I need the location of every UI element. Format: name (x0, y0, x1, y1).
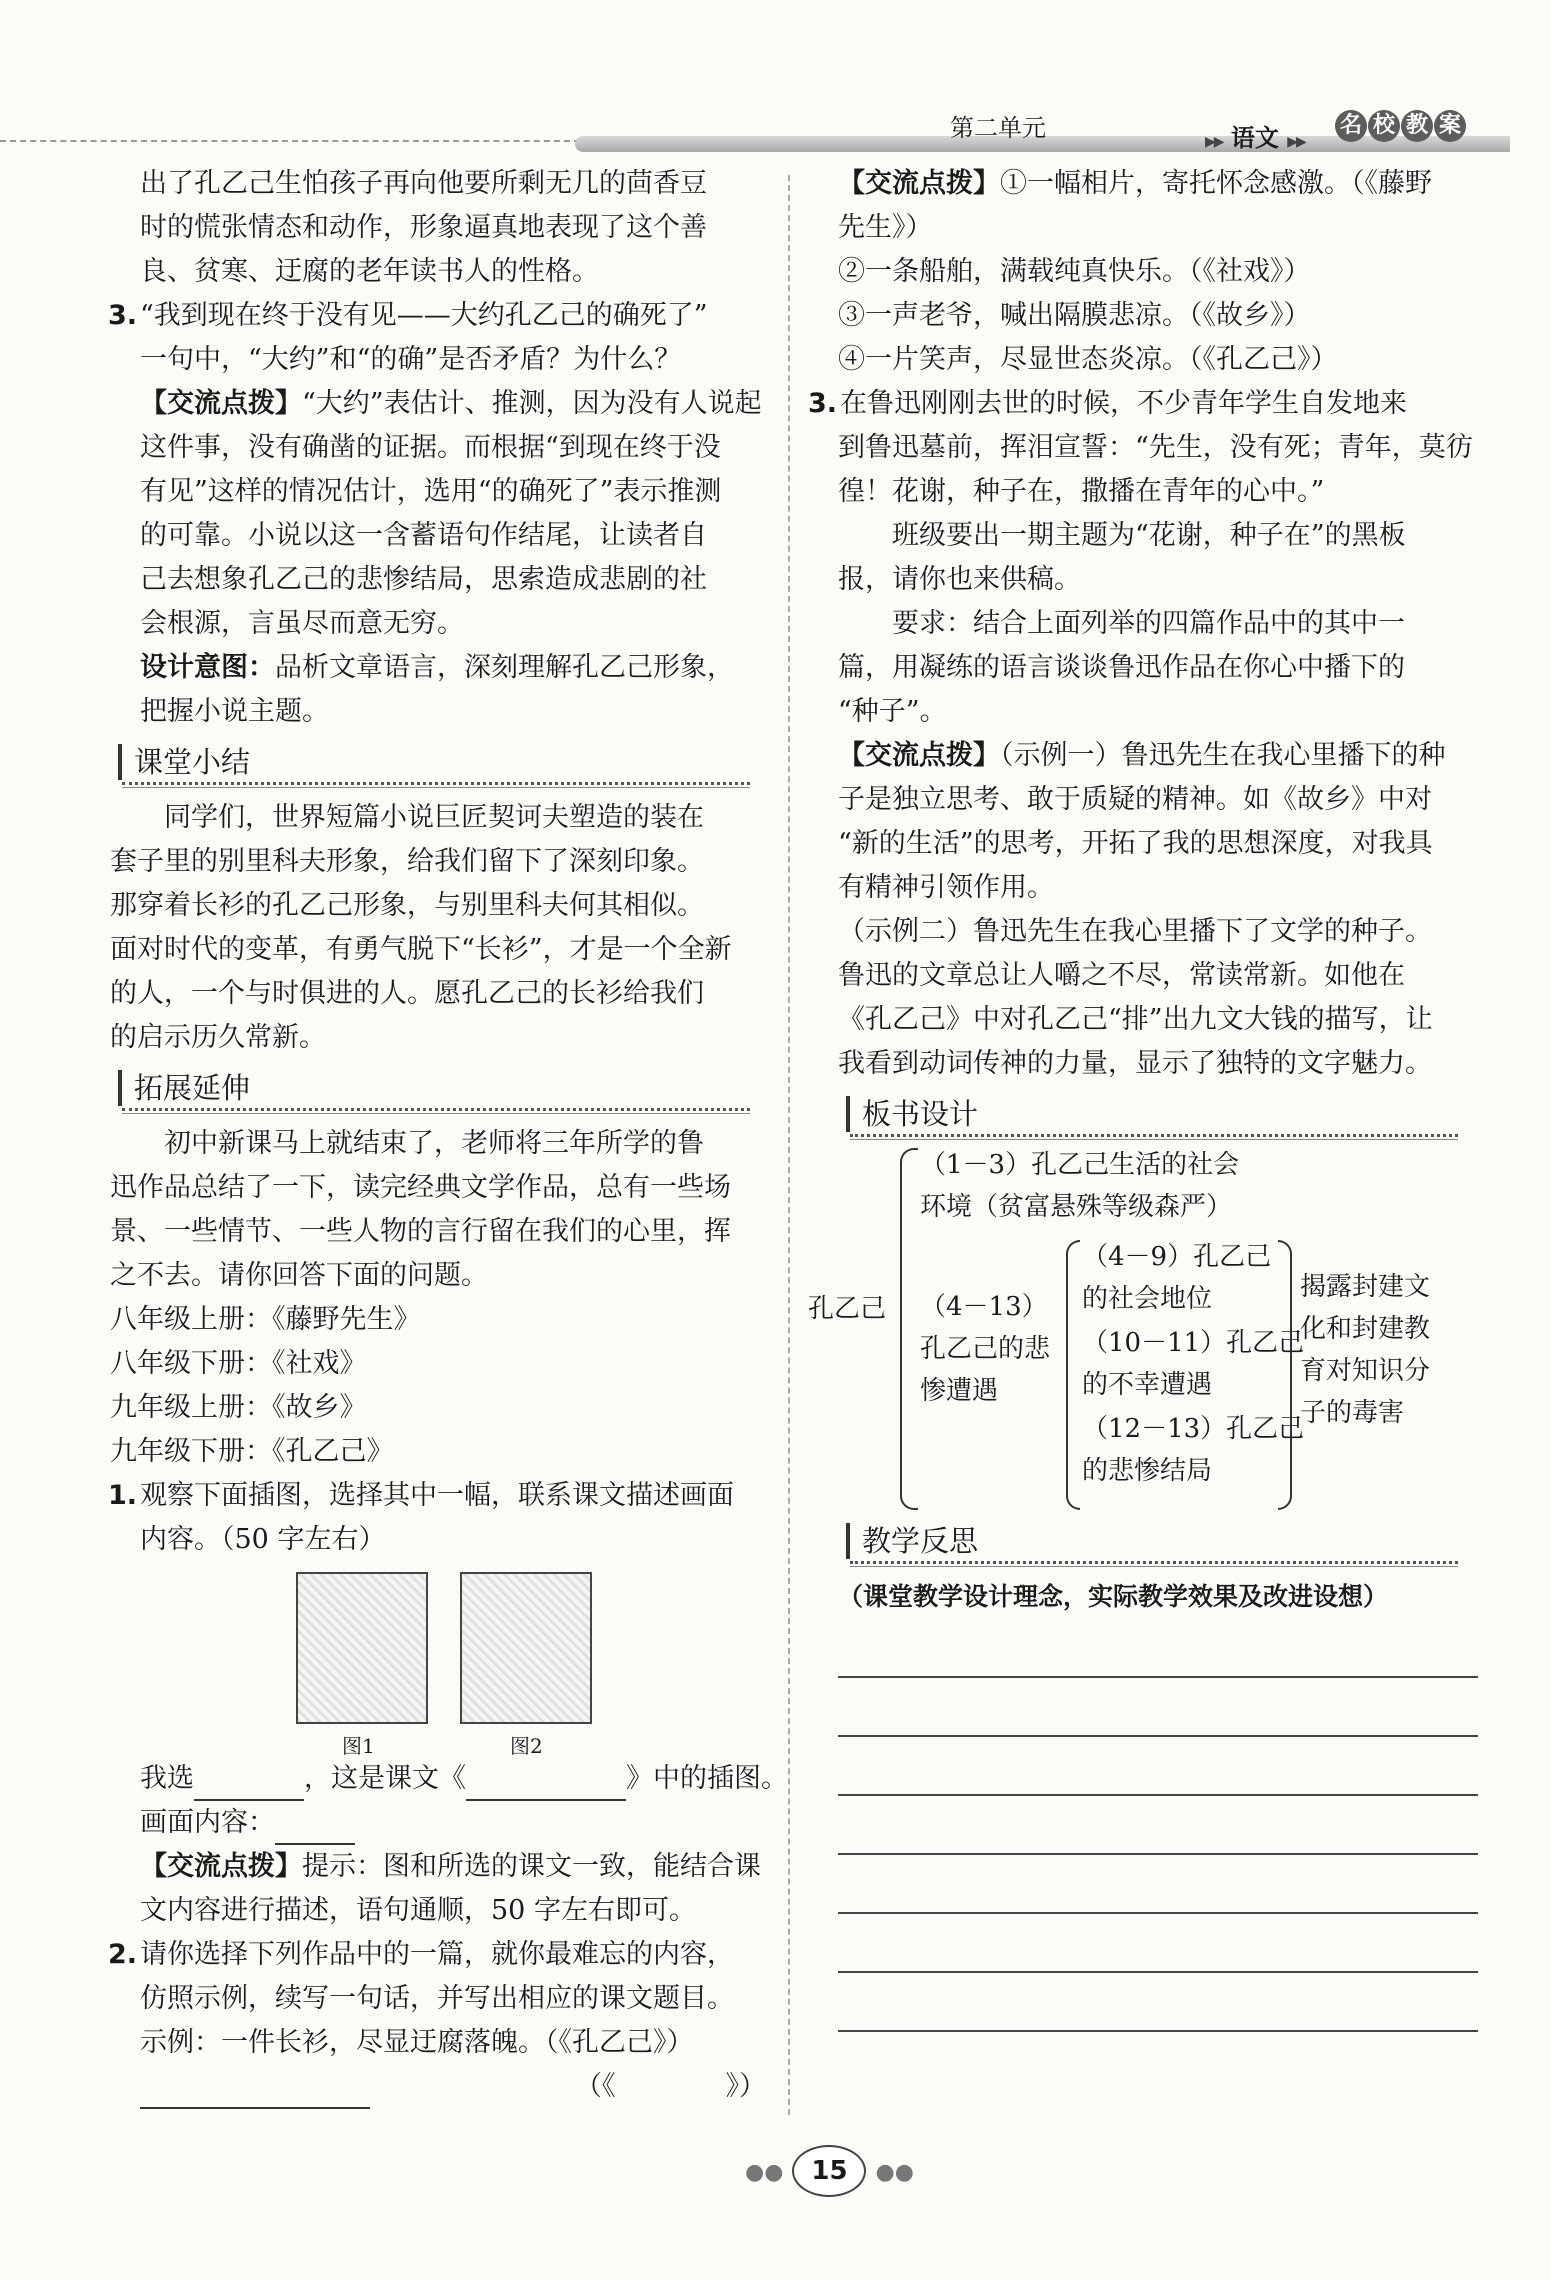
heading-bar (846, 1096, 850, 1132)
question-number: 2. (108, 1939, 138, 1970)
works-item: 九年级下册：《孔乙己》 (110, 1436, 394, 1467)
figure-caption: 图1 (342, 1734, 375, 1758)
right-column (808, 162, 1473, 2032)
writing-line[interactable] (838, 1735, 1478, 1737)
heading-bar (118, 1070, 122, 1106)
tip-label: 【交流点拨】 (140, 1851, 302, 1882)
illustrations (110, 1572, 750, 1757)
text-line: “新的生活”的思考，开拓了我的思想深度，对我具 (838, 828, 1433, 859)
dotted-rule (850, 1561, 1458, 1564)
text-line: ③一声老爷，喊出隔膜悲凉。（《故乡》） (838, 300, 1311, 331)
tip-label: 【交流点拨】 (140, 388, 302, 419)
section-summary-heading (110, 738, 750, 788)
unit-title: 第二单元 (950, 114, 1046, 142)
decor-dots: ●● (875, 2160, 914, 2185)
works-item: 九年级上册：《故乡》 (110, 1392, 367, 1423)
brand-char: 教 (1401, 110, 1433, 142)
bracket-open: （《 (575, 2071, 616, 2102)
section-title: 板书设计 (862, 1097, 979, 1131)
writing-line[interactable] (838, 1676, 1478, 1678)
text-line: 时的慌张情态和动作，形象逼真地表现了这个善 (140, 212, 707, 243)
thin-rule (122, 787, 750, 788)
text-line: 那穿着长衫的孔乙己形象，与别里科夫何其相似。 (110, 890, 704, 921)
text-line: 的人，一个与时俱进的人。愿孔乙己的长衫给我们 (110, 978, 704, 1009)
board-sub-c: （12－13）孔乙己 (1082, 1414, 1305, 1444)
tip-label: 【交流点拨】 (838, 740, 1000, 771)
text-line: 一句中，“大约”和“的确”是否矛盾？为什么？ (140, 344, 682, 375)
figure-caption: 图2 (510, 1734, 543, 1758)
heading-bar (118, 744, 122, 780)
brace-sub (1066, 1240, 1080, 1510)
brand-char: 案 (1434, 110, 1466, 142)
tip-line (838, 734, 1458, 778)
tip-text: （示例一）鲁迅先生在我心里播下的种 (1000, 740, 1446, 771)
board-theme: 子的毒害 (1300, 1398, 1405, 1428)
section-title: 拓展延伸 (134, 1071, 251, 1105)
question-number: 3. (808, 388, 838, 419)
question-text: 在鲁迅刚刚去世的时候，不少青年学生自发地来 (840, 388, 1407, 419)
tip-text: ①一幅相片，寄托怀念感激。（《藤野 (1000, 168, 1432, 199)
text-line: ④一片笑声，尽显世态炎凉。（《孔乙己》） (838, 344, 1338, 375)
heading-bar (846, 1523, 850, 1559)
choice-text: 我选 (140, 1763, 194, 1794)
tip-line (110, 1845, 761, 1889)
text-line: “种子”。 (838, 696, 947, 727)
thin-rule (850, 1566, 1458, 1567)
blank-answer[interactable] (140, 2077, 370, 2109)
board-root: 孔乙己 (808, 1294, 887, 1324)
text-line: 要求：结合上面列举的四篇作品中的其中一 (892, 608, 1405, 639)
page-number (745, 2145, 914, 2197)
thin-rule (122, 1113, 750, 1114)
blank-choice[interactable] (194, 1769, 304, 1801)
choice-line (110, 1757, 788, 1801)
blank-content[interactable] (275, 1813, 355, 1845)
content-label: 画面内容： (140, 1807, 275, 1838)
text-line: 套子里的别里科夫形象，给我们留下了深刻印象。 (110, 846, 704, 877)
writing-line[interactable] (838, 1912, 1478, 1914)
text-line: 内容。（50 字左右） (140, 1524, 386, 1555)
text-line: 把握小说主题。 (140, 696, 329, 727)
text-line: 初中新课马上就结束了，老师将三年所学的鲁 (164, 1128, 704, 1159)
reflection-writing-area[interactable] (838, 1676, 1458, 2032)
text-line: 面对时代的变革，有勇气脱下“长衫”，才是一个全新 (110, 934, 732, 965)
board-theme: 揭露封建文 (1300, 1272, 1431, 1302)
header-dashed-rule (0, 140, 580, 142)
board-sub-b: （10－11）孔乙己 (1082, 1328, 1305, 1358)
question-number: 3. (108, 300, 138, 331)
bracket-close: 》） (725, 2071, 766, 2102)
board-design-diagram (808, 1148, 1458, 1513)
dotted-rule (122, 1108, 750, 1111)
brand-char: 名 (1335, 110, 1367, 142)
tip-line (838, 162, 1458, 206)
text-line: 己去想象孔乙己的悲惨结局，思索造成悲剧的社 (140, 564, 707, 595)
board-sub-a: 的社会地位 (1082, 1284, 1213, 1314)
dotted-rule (122, 782, 750, 785)
design-intent (110, 646, 750, 690)
board-branch-2: （4－13） (920, 1292, 1048, 1322)
subject-text: 语文 (1230, 124, 1279, 152)
column-divider (788, 175, 790, 2115)
question-3 (808, 382, 1458, 426)
text-line: 仿照示例，续写一句话，并写出相应的课文题目。 (140, 1983, 734, 2014)
illustration-2 (460, 1572, 592, 1724)
text-line: 子是独立思考、敢于质疑的精神。如《故乡》中对 (838, 784, 1432, 815)
text-line: 迅作品总结了一下，读完经典文学作品，总有一些场 (110, 1172, 731, 1203)
question-1 (110, 1474, 750, 1518)
tip-line (110, 382, 762, 426)
blank-work-title[interactable] (616, 2079, 726, 2109)
text-line: 有精神引领作用。 (838, 872, 1054, 903)
text-line: 之不去。请你回答下面的问题。 (110, 1260, 488, 1291)
text-line: 会根源，言虽尽而意无穷。 (140, 608, 464, 639)
choice-text: 》中的插图。 (626, 1763, 788, 1794)
brand-logo (1335, 110, 1466, 142)
text-line: 同学们，世界短篇小说巨匠契诃夫塑造的装在 (164, 802, 704, 833)
blank-title[interactable] (466, 1769, 626, 1801)
left-column (108, 162, 788, 2109)
arrow-icon: ▶▶ (1205, 134, 1223, 150)
example-line: 示例：一件长衫，尽显迂腐落魄。（《孔乙己》） (140, 2027, 694, 2058)
board-sub-b: 的不幸遭遇 (1082, 1370, 1213, 1400)
section-title: 教学反思 (862, 1524, 979, 1558)
writing-line[interactable] (838, 1853, 1478, 1855)
board-branch-2: 惨遭遇 (920, 1376, 999, 1406)
thin-rule (850, 1139, 1458, 1140)
board-sub-c: 的悲惨结局 (1082, 1456, 1213, 1486)
decor-dots: ●● (745, 2160, 784, 2185)
page-header (0, 108, 1551, 158)
text-line: 良、贫寒、迂腐的老年读书人的性格。 (140, 256, 599, 287)
page-number-oval: 15 (792, 2145, 866, 2197)
works-item: 八年级上册：《藤野先生》 (110, 1304, 421, 1335)
question-text: 观察下面插图，选择其中一幅，联系课文描述画面 (140, 1480, 734, 1511)
question-2 (110, 1933, 750, 1977)
text-line: 到鲁迅墓前，挥泪宣誓：“先生，没有死；青年，莫彷 (838, 432, 1473, 463)
choice-text: ，这是课文《 (304, 1763, 466, 1794)
section-board-heading (838, 1090, 1458, 1140)
text-line: 景、一些情节、一些人物的言行留在我们的心里，挥 (110, 1216, 731, 1247)
text-line: 篇，用凝练的语言谈谈鲁迅作品在你心中播下的 (838, 652, 1405, 683)
tip-label: 【交流点拨】 (838, 168, 1000, 199)
board-sub-a: （4－9）孔乙己 (1082, 1242, 1272, 1272)
brand-char: 校 (1368, 110, 1400, 142)
board-theme: 育对知识分 (1300, 1356, 1431, 1386)
text-line: 文内容进行描述，语句通顺，50 字左右即可。 (140, 1895, 696, 1926)
section-title: 课堂小结 (134, 745, 251, 779)
writing-line[interactable] (838, 1971, 1478, 1973)
writing-line[interactable] (838, 1794, 1478, 1796)
question-text: “我到现在终于没有见——大约孔乙己的确死了” (140, 300, 708, 331)
tip-text: “大约”表估计、推测，因为没有人说起 (302, 388, 762, 419)
board-theme: 化和封建教 (1300, 1314, 1431, 1344)
content-line (110, 1801, 750, 1845)
board-branch-2: 孔乙己的悲 (920, 1334, 1051, 1364)
board-branch-1: （1－3）孔乙己生活的社会 (920, 1150, 1240, 1180)
section-reflection-heading (838, 1517, 1458, 1567)
subject-label (1205, 118, 1305, 153)
text-line: 的可靠。小说以这一含蓄语句作结尾，让读者自 (140, 520, 707, 551)
design-text: 品析文章语言，深刻理解孔乙己形象， (275, 652, 734, 683)
section-extension-heading (110, 1064, 750, 1114)
illustration-1 (296, 1572, 428, 1724)
brace-main (900, 1148, 918, 1510)
text-line: 班级要出一期主题为“花谢，种子在”的黑板 (892, 520, 1406, 551)
board-branch-1: 环境（贫富悬殊等级森严） (920, 1192, 1233, 1222)
answer-line (110, 2065, 766, 2109)
reflection-note: （课堂教学设计理念，实际教学效果及改进设想） (838, 1582, 1389, 1611)
text-line: 徨！花谢，种子在，撒播在青年的心中。” (838, 476, 1325, 507)
text-line: 《孔乙己》中对孔乙己“排”出九文大钱的描写，让 (838, 1004, 1433, 1035)
text-line: 有见”这样的情况估计，选用“的确死了”表示推测 (140, 476, 722, 507)
works-item: 八年级下册：《社戏》 (110, 1348, 367, 1379)
arrow-icon: ▶▶ (1287, 134, 1305, 150)
question-text: 请你选择下列作品中的一篇，就你最难忘的内容， (140, 1939, 734, 1970)
answer-brackets (575, 2065, 766, 2109)
text-line: 鲁迅的文章总让人嚼之不尽，常读常新。如他在 (838, 960, 1405, 991)
text-line: 先生》） (838, 212, 933, 243)
text-line: （示例二）鲁迅先生在我心里播下了文学的种子。 (838, 916, 1432, 947)
text-line: 报，请你也来供稿。 (838, 564, 1081, 595)
question-3 (110, 294, 750, 338)
writing-line[interactable] (838, 2030, 1478, 2032)
tip-text: 提示：图和所选的课文一致，能结合课 (302, 1851, 761, 1882)
dotted-rule (850, 1134, 1458, 1137)
brace-right (1278, 1240, 1292, 1510)
text-line: ②一条船舶，满载纯真快乐。（《社戏》） (838, 256, 1311, 287)
text-line: 我看到动词传神的力量，显示了独特的文字魅力。 (838, 1048, 1432, 1079)
design-label: 设计意图： (140, 652, 275, 683)
text-line: 出了孔乙己生怕孩子再向他要所剩无几的茴香豆 (140, 168, 707, 199)
text-line: 的启示历久常新。 (110, 1022, 326, 1053)
question-number: 1. (108, 1480, 138, 1511)
text-line: 这件事，没有确凿的证据。而根据“到现在终于没 (140, 432, 721, 463)
